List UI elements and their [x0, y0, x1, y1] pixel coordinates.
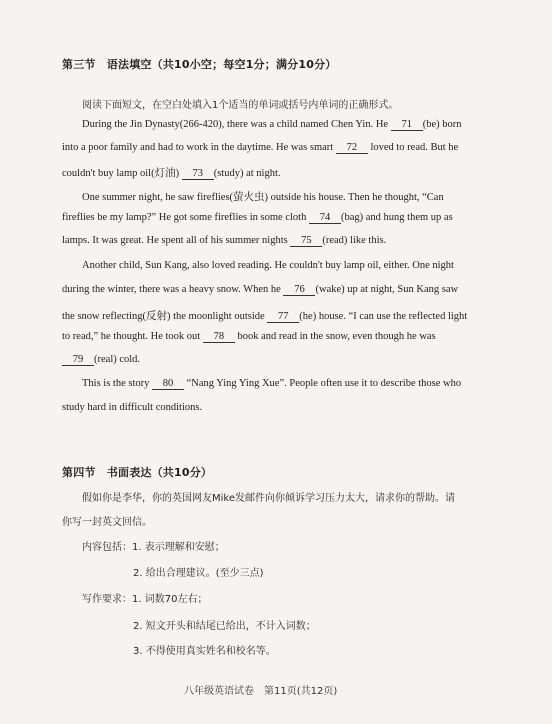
passage-line: during the winter, there was a heavy snow. When he 76 (wake) up at night, Sun Kang saw [62, 284, 459, 295]
content-requirement: 内容包括：1. 表示理解和安慰； [82, 542, 225, 553]
answer-blank-78[interactable]: 78 [203, 331, 235, 343]
answer-blank-72[interactable]: 72 [336, 142, 368, 154]
writing-requirement: 3. 不得使用真实姓名和校名等。 [133, 646, 276, 657]
passage-line: During the Jin Dynasty(266-420), there was a child named Chen Yin. He 71 (be) born [82, 119, 462, 130]
answer-blank-74[interactable]: 74 [309, 212, 341, 224]
writing-requirement: 2. 短文开头和结尾已给出，不计入词数； [133, 621, 316, 632]
writing-requirement: 写作要求：1. 词数70左右； [82, 594, 208, 605]
passage-line: 79 (real) cold. [62, 354, 140, 366]
answer-blank-75[interactable]: 75 [290, 235, 322, 247]
passage-line: One summer night, he saw fireflies(萤火虫) outside his house. Then he thought, “Can [82, 192, 444, 203]
page-footer: 八年级英语试卷 第11页(共12页) [184, 686, 338, 697]
passage-line: into a poor family and had to work in the daytime. He was smart 72 loved to read. But he [62, 142, 459, 153]
answer-blank-76[interactable]: 76 [283, 284, 315, 296]
passage-line: to read,” he thought. He took out 78 book and read in the snow, even though he was [62, 331, 436, 342]
passage-line: Another child, Sun Kang, also loved reading. He couldn't buy lamp oil, either. One night [82, 260, 454, 271]
passage-line: couldn't buy lamp oil(灯油) 73 (study) at night. [62, 168, 281, 179]
writing-prompt: 假如你是李华，你的英国网友Mike发邮件向你倾诉学习压力太大，请求你的帮助。请 [82, 493, 455, 504]
content-requirement: 2. 给出合理建议。(至少三点) [133, 568, 264, 579]
answer-blank-77[interactable]: 77 [267, 311, 299, 323]
passage-line: the snow reflecting(反射) the moonlight outside 77 (he) house. “I can use the reflected light [62, 311, 468, 322]
passage-line: lamps. It was great. He spent all of his summer nights 75 (read) like this. [62, 235, 387, 246]
answer-blank-73[interactable]: 73 [182, 168, 214, 180]
answer-blank-80[interactable]: 80 [152, 378, 184, 390]
answer-blank-71[interactable]: 71 [391, 119, 423, 131]
passage-line: fireflies be my lamp?” He got some fireflies in some cloth 74 (bag) and hung them up as [62, 212, 453, 223]
writing-prompt: 你写一封英文回信。 [62, 517, 152, 528]
passage-line: study hard in difficult conditions. [62, 402, 203, 413]
section4-title: 第四节 书面表达（共10分） [62, 466, 213, 479]
passage-line: This is the story 80 “Nang Ying Ying Xue”. People often use it to describe those who [82, 378, 462, 389]
section3-title: 第三节 语法填空（共10小空；每空1分；满分10分） [62, 58, 337, 71]
answer-blank-79[interactable]: 79 [62, 354, 94, 366]
section3-instruction: 阅读下面短文，在空白处填入1个适当的单词或括号内单词的正确形式。 [82, 100, 399, 111]
